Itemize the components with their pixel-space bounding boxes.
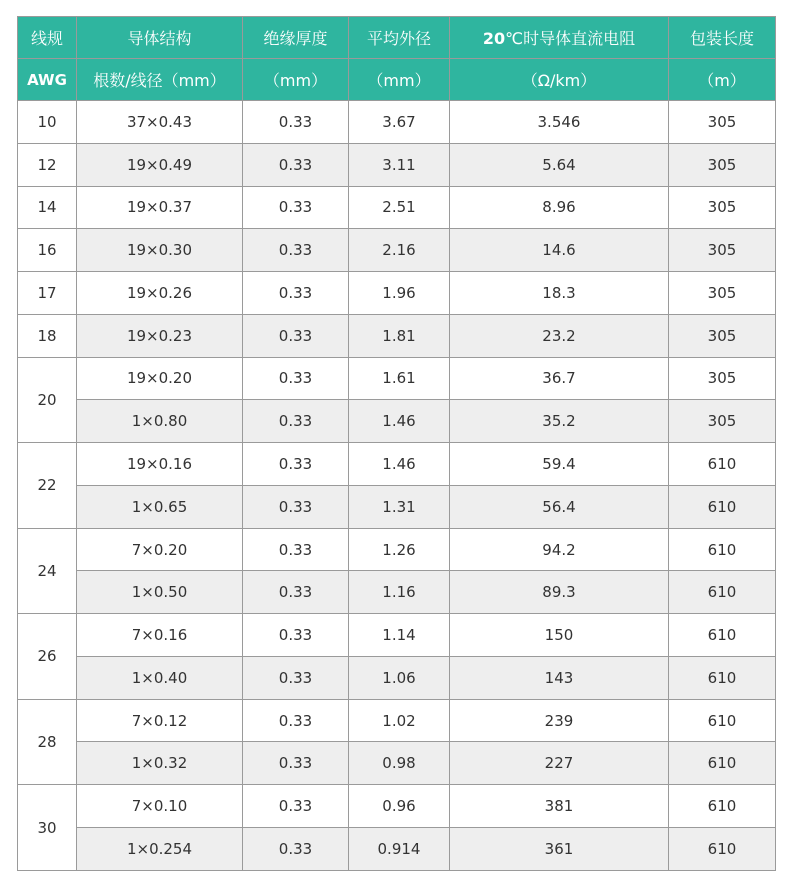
cell-conductor: 7×0.16 bbox=[77, 614, 243, 657]
header-diameter-bottom: （mm） bbox=[349, 59, 450, 101]
cell-awg: 14 bbox=[18, 186, 77, 229]
cell-length: 305 bbox=[669, 229, 776, 272]
cell-diameter: 1.81 bbox=[349, 314, 450, 357]
cell-diameter: 2.51 bbox=[349, 186, 450, 229]
cell-insulation: 0.33 bbox=[243, 614, 349, 657]
header-resistance-top bbox=[450, 17, 669, 59]
cell-insulation: 0.33 bbox=[243, 229, 349, 272]
cell-length: 305 bbox=[669, 314, 776, 357]
cell-resistance: 5.64 bbox=[450, 143, 669, 186]
header-awg-top: 线规 bbox=[18, 17, 77, 59]
cell-awg: 24 bbox=[18, 528, 77, 614]
table-row bbox=[18, 614, 776, 657]
table-body bbox=[18, 101, 776, 871]
cell-insulation: 0.33 bbox=[243, 314, 349, 357]
cell-resistance: 36.7 bbox=[450, 357, 669, 400]
cell-insulation: 0.33 bbox=[243, 571, 349, 614]
table-row bbox=[18, 443, 776, 486]
cell-resistance: 89.3 bbox=[450, 571, 669, 614]
cell-insulation: 0.33 bbox=[243, 485, 349, 528]
table-row bbox=[18, 528, 776, 571]
cell-awg: 12 bbox=[18, 143, 77, 186]
cell-resistance: 361 bbox=[450, 828, 669, 871]
header-conductor-bottom: 根数/线径（mm） bbox=[77, 59, 243, 101]
header-row-top bbox=[18, 17, 776, 59]
cell-conductor: 1×0.32 bbox=[77, 742, 243, 785]
cell-insulation: 0.33 bbox=[243, 357, 349, 400]
cell-insulation: 0.33 bbox=[243, 656, 349, 699]
header-insulation-bottom: （mm） bbox=[243, 59, 349, 101]
cell-awg: 30 bbox=[18, 785, 77, 871]
cell-resistance: 150 bbox=[450, 614, 669, 657]
table-row bbox=[18, 186, 776, 229]
cell-awg: 28 bbox=[18, 699, 77, 785]
cell-insulation: 0.33 bbox=[243, 101, 349, 144]
cell-awg: 20 bbox=[18, 357, 77, 443]
table-row bbox=[18, 400, 776, 443]
cell-length: 610 bbox=[669, 699, 776, 742]
cell-conductor: 1×0.65 bbox=[77, 485, 243, 528]
cell-diameter: 1.16 bbox=[349, 571, 450, 614]
table-row bbox=[18, 314, 776, 357]
cell-diameter: 1.26 bbox=[349, 528, 450, 571]
cell-diameter: 1.06 bbox=[349, 656, 450, 699]
table-header bbox=[18, 17, 776, 101]
header-diameter-top: 平均外径 bbox=[349, 17, 450, 59]
cell-insulation: 0.33 bbox=[243, 272, 349, 315]
table-row bbox=[18, 101, 776, 144]
cell-conductor: 7×0.12 bbox=[77, 699, 243, 742]
cell-awg: 26 bbox=[18, 614, 77, 700]
cell-conductor: 19×0.30 bbox=[77, 229, 243, 272]
table-row bbox=[18, 571, 776, 614]
header-insulation-top: 绝缘厚度 bbox=[243, 17, 349, 59]
cell-diameter: 1.02 bbox=[349, 699, 450, 742]
cell-diameter: 0.96 bbox=[349, 785, 450, 828]
header-length-bottom: （m） bbox=[669, 59, 776, 101]
cell-insulation: 0.33 bbox=[243, 186, 349, 229]
cell-conductor: 1×0.80 bbox=[77, 400, 243, 443]
cell-length: 610 bbox=[669, 742, 776, 785]
header-length-top: 包装长度 bbox=[669, 17, 776, 59]
cell-length: 610 bbox=[669, 828, 776, 871]
cell-length: 610 bbox=[669, 528, 776, 571]
cell-diameter: 1.14 bbox=[349, 614, 450, 657]
header-row-bottom bbox=[18, 59, 776, 101]
table-row bbox=[18, 143, 776, 186]
cell-length: 305 bbox=[669, 272, 776, 315]
cell-resistance: 239 bbox=[450, 699, 669, 742]
cell-diameter: 2.16 bbox=[349, 229, 450, 272]
cell-insulation: 0.33 bbox=[243, 699, 349, 742]
cell-conductor: 19×0.26 bbox=[77, 272, 243, 315]
table-row bbox=[18, 272, 776, 315]
cell-insulation: 0.33 bbox=[243, 785, 349, 828]
cell-diameter: 1.61 bbox=[349, 357, 450, 400]
cell-resistance: 59.4 bbox=[450, 443, 669, 486]
cell-length: 610 bbox=[669, 614, 776, 657]
cell-insulation: 0.33 bbox=[243, 828, 349, 871]
cell-resistance: 381 bbox=[450, 785, 669, 828]
cell-resistance: 94.2 bbox=[450, 528, 669, 571]
cell-conductor: 7×0.10 bbox=[77, 785, 243, 828]
cell-awg: 10 bbox=[18, 101, 77, 144]
cell-awg: 18 bbox=[18, 314, 77, 357]
table-row bbox=[18, 485, 776, 528]
cell-conductor: 7×0.20 bbox=[77, 528, 243, 571]
cell-insulation: 0.33 bbox=[243, 528, 349, 571]
cell-resistance: 56.4 bbox=[450, 485, 669, 528]
cell-diameter: 3.67 bbox=[349, 101, 450, 144]
cell-length: 610 bbox=[669, 656, 776, 699]
cell-diameter: 1.46 bbox=[349, 400, 450, 443]
header-conductor-top: 导体结构 bbox=[77, 17, 243, 59]
cell-conductor: 19×0.37 bbox=[77, 186, 243, 229]
cell-diameter: 1.96 bbox=[349, 272, 450, 315]
cell-length: 610 bbox=[669, 785, 776, 828]
cell-length: 305 bbox=[669, 357, 776, 400]
cell-conductor: 1×0.254 bbox=[77, 828, 243, 871]
cell-conductor: 19×0.20 bbox=[77, 357, 243, 400]
cell-insulation: 0.33 bbox=[243, 443, 349, 486]
cell-resistance: 35.2 bbox=[450, 400, 669, 443]
cell-resistance: 23.2 bbox=[450, 314, 669, 357]
cell-resistance: 3.546 bbox=[450, 101, 669, 144]
header-resistance-temp: 20 bbox=[482, 29, 506, 48]
cell-awg: 22 bbox=[18, 443, 77, 529]
cell-conductor: 19×0.49 bbox=[77, 143, 243, 186]
cell-length: 305 bbox=[669, 400, 776, 443]
cell-awg: 17 bbox=[18, 272, 77, 315]
table-row bbox=[18, 229, 776, 272]
cell-length: 610 bbox=[669, 485, 776, 528]
wire-spec-table bbox=[17, 16, 776, 871]
cell-diameter: 3.11 bbox=[349, 143, 450, 186]
table-row bbox=[18, 656, 776, 699]
cell-length: 305 bbox=[669, 186, 776, 229]
cell-length: 610 bbox=[669, 571, 776, 614]
cell-resistance: 143 bbox=[450, 656, 669, 699]
table-row bbox=[18, 828, 776, 871]
cell-diameter: 0.914 bbox=[349, 828, 450, 871]
header-resistance-bottom: （Ω/km） bbox=[450, 59, 669, 101]
cell-conductor: 19×0.23 bbox=[77, 314, 243, 357]
cell-diameter: 1.46 bbox=[349, 443, 450, 486]
cell-length: 610 bbox=[669, 443, 776, 486]
cell-insulation: 0.33 bbox=[243, 400, 349, 443]
table-row bbox=[18, 699, 776, 742]
cell-diameter: 0.98 bbox=[349, 742, 450, 785]
cell-conductor: 1×0.50 bbox=[77, 571, 243, 614]
header-awg-bottom: AWG bbox=[18, 59, 77, 101]
cell-length: 305 bbox=[669, 143, 776, 186]
cell-insulation: 0.33 bbox=[243, 742, 349, 785]
cell-length: 305 bbox=[669, 101, 776, 144]
cell-resistance: 18.3 bbox=[450, 272, 669, 315]
header-resistance-label: ℃时导体直流电阻 bbox=[505, 29, 636, 48]
cell-resistance: 227 bbox=[450, 742, 669, 785]
table-row bbox=[18, 785, 776, 828]
cell-insulation: 0.33 bbox=[243, 143, 349, 186]
cell-conductor: 19×0.16 bbox=[77, 443, 243, 486]
table-row bbox=[18, 357, 776, 400]
cell-awg: 16 bbox=[18, 229, 77, 272]
cell-resistance: 8.96 bbox=[450, 186, 669, 229]
cell-diameter: 1.31 bbox=[349, 485, 450, 528]
cell-conductor: 37×0.43 bbox=[77, 101, 243, 144]
table-row bbox=[18, 742, 776, 785]
cell-resistance: 14.6 bbox=[450, 229, 669, 272]
cell-conductor: 1×0.40 bbox=[77, 656, 243, 699]
